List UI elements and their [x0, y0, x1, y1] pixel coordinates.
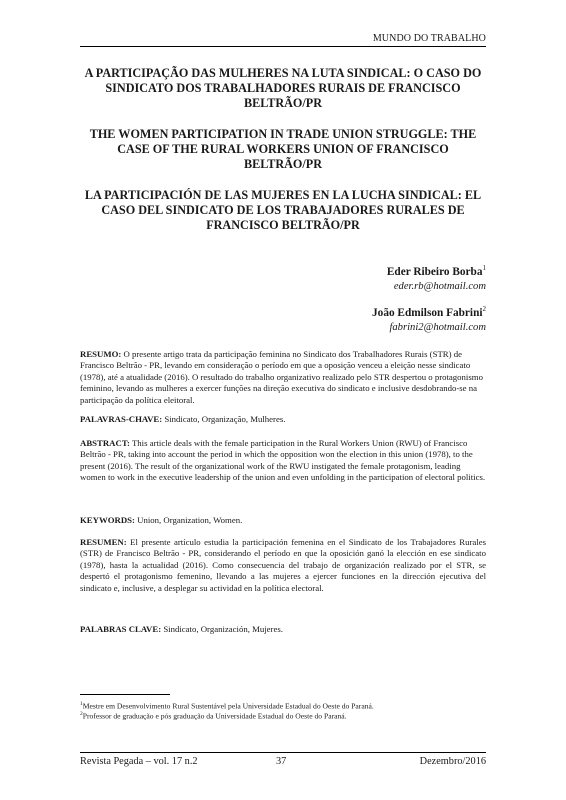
resumo-label: RESUMO:	[80, 349, 122, 359]
footnote-2-text: Professor de graduação e pós graduação da Universidade Estadual do Oeste do Paraná.	[82, 711, 347, 721]
palabras-clave-label: PALABRAS CLAVE:	[80, 624, 162, 634]
page-number: 37	[276, 756, 287, 767]
palavras-chave-paragraph	[80, 414, 486, 425]
keywords-text: Union, Organization, Women.	[134, 515, 243, 525]
footnote-divider	[80, 694, 170, 695]
author-1-email[interactable]: eder.rb@hotmail.com	[393, 281, 486, 292]
footer-divider	[80, 752, 486, 753]
abstract-paragraph	[80, 438, 486, 484]
footnote-2-marker: 2	[80, 711, 83, 717]
footer-date: Dezembro/2016	[419, 756, 486, 767]
resumen-paragraph	[80, 537, 486, 594]
resumo-paragraph	[80, 349, 486, 406]
section-header: MUNDO DO TRABALHO	[372, 33, 486, 44]
footnote-1-text: Mestre em Desenvolvimento Rural Sustentável pela Universidade Estadual do Oeste do Paraná.	[82, 701, 374, 711]
author-2-footnote-marker: 2	[482, 305, 486, 313]
author-2-email[interactable]: fabrini2@hotmail.com	[389, 322, 486, 333]
palavras-chave-label: PALAVRAS-CHAVE:	[80, 414, 163, 424]
title-spanish: LA PARTICIPACIÓN DE LAS MUJERES EN LA LUCHA SINDICAL: EL CASO DEL SINDICATO DE LOS TRABAJADORES RURALES DE FRANCISCO BELTRÃO/PR	[84, 188, 482, 232]
footnote-2	[80, 709, 486, 722]
palabras-clave-paragraph	[80, 624, 486, 635]
resumo-text: O presente artigo trata da participação feminina no Sindicato dos Trabalhadores Rurais (STR) de Francisco Beltrão - PR, levando em consideração o período em que a oposição venceu a eleição nesse sindicato (1978), até a atualidade (2016). O resultado do trabalho organizativo realizado pelo STR despertou o protagonismo feminino, levando as mulheres a exercer funções na direção executiva do sindicato e inclusive desdobrando-se na participação da política eleitoral.	[80, 349, 483, 405]
title-english: THE WOMEN PARTICIPATION IN TRADE UNION STRUGGLE: THE CASE OF THE RURAL WORKERS UNION OF FRANCISCO BELTRÃO/PR	[89, 127, 477, 171]
title-portuguese: A PARTICIPAÇÃO DAS MULHERES NA LUTA SINDICAL: O CASO DO SINDICATO DOS TRABALHADORES RURAIS DE FRANCISCO BELTRÃO/PR	[84, 66, 482, 110]
abstract-text: This article deals with the female participation in the Rural Workers Union (RWU) of Francisco Beltrão - PR, taking into account the period in which the opposition won the election in this union (1978), to the present (2016). The result of the organizational work of the RWU instigated the female protagonism, leading women to work in the executive leadership of the union and even unfolding in the participation of electoral politics.	[80, 438, 486, 483]
keywords-paragraph	[80, 515, 486, 526]
abstract-label: ABSTRACT:	[80, 438, 130, 448]
footnote-1-marker: 1	[80, 701, 83, 707]
header-divider	[80, 46, 486, 47]
footer-journal: Revista Pegada – vol. 17 n.2	[80, 756, 198, 767]
resumen-text: El presente artículo estudia la participación femenina en el Sindicato de los Trabajadores Rurales (STR) de Francisco Beltrão - PR, considerando el período en que la oposición ganó la elección en ese sindicato (1978), hasta la actualidad (2016). Como consecuencia del trabajo de organización realizado por el STR, se despertó el protagonismo femenino, llevando a las mujeres a ejercer funciones en la dirección ejecutiva del sindicato e, inclusive, a desplegar su actividad en la política electoral.	[80, 537, 486, 593]
author-1-footnote-marker: 1	[482, 264, 486, 272]
author-1-name	[387, 264, 486, 278]
palavras-chave-text: Sindicato, Organização, Mulheres.	[162, 414, 286, 424]
author-1-name-text: Eder Ribeiro Borba	[386, 265, 483, 278]
author-2-name	[372, 305, 486, 319]
keywords-label: KEYWORDS:	[80, 515, 135, 525]
resumen-label: RESUMEN:	[80, 537, 127, 547]
author-2-name-text: João Edmilson Fabrini	[372, 306, 483, 319]
palabras-clave-text: Sindicato, Organización, Mujeres.	[161, 624, 283, 634]
